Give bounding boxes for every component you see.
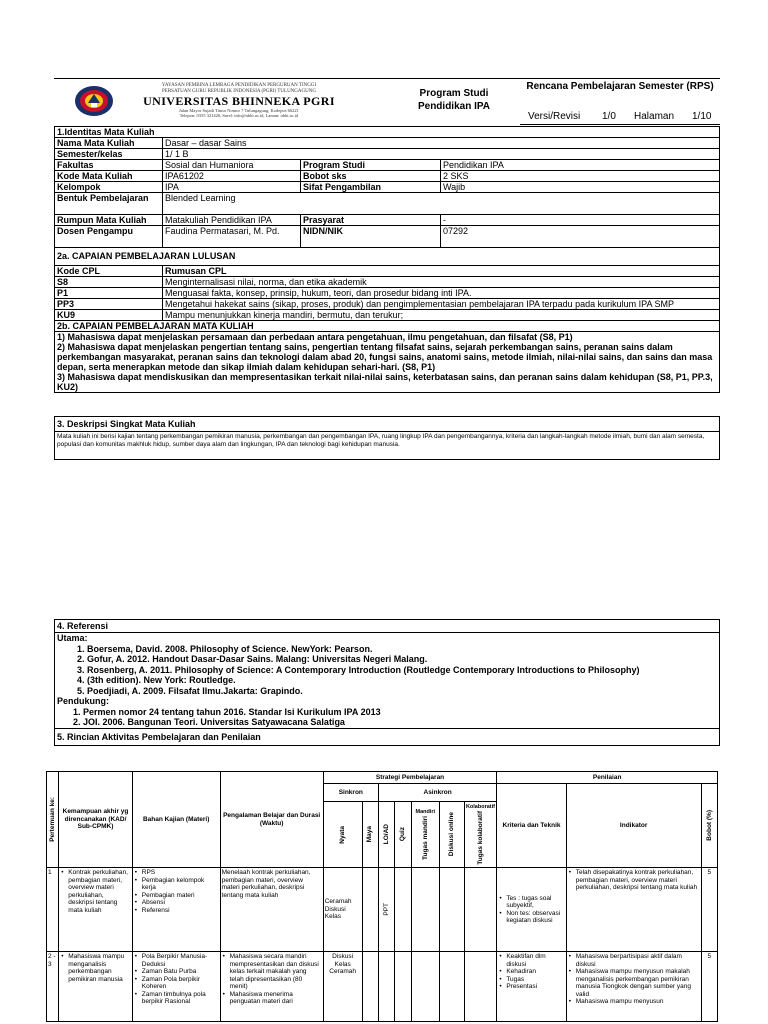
cell-nyata: Diskusi Kelas Ceramah [323,952,362,1022]
cpl-kode: KU9 [55,310,163,321]
aktivitas-table [46,771,718,1022]
utama-item: 2. Gofur, A. 2012. Handout Dasar-Dasar Sains. Malang: Universitas Negeri Malang. [87,654,717,665]
prodi-line-1: Program Studi [419,88,489,99]
col-mandiri-label: Mandiri [415,808,436,815]
utama-item: 5. Poedjiadi, A. 2009. Filsafat Ilmu.Jakarta: Grapindo. [87,686,717,697]
cell-diskusi-online [440,952,465,1022]
referensi-table [54,619,720,746]
list-item: • RPS [142,869,219,877]
list-item: • Pembagian materi [142,892,219,900]
row-value: Matakuliah Pendidikan IPA [163,215,301,226]
pendukung-label: Pendukung: [57,696,109,706]
referensi-body [55,633,720,729]
deskripsi-section [54,416,720,460]
university-logo-icon [74,85,114,117]
col-pertemuan [47,772,59,868]
address-line-1: Jalan Mayor Sujadi Timur Nomor 7 Tulungagung, Kodepos 66221 [179,108,299,113]
col-strategi: Strategi Pembelajaran [323,772,497,784]
col-tugas-kolaboratif-label: Tugas kolaboratif [476,811,484,866]
list-item: • Zaman timbulnya pola berpikir Rasional [142,991,219,1006]
university-name: UNIVERSITAS BHINNEKA PGRI [143,94,335,108]
cell-maya [362,952,378,1022]
col-penilaian: Penilaian [497,772,718,784]
table-row [47,868,718,952]
cpl-rumusan: Mengetahui hakekat sains (sikap, proses, produk) dan pengimplementasian pembelajaran IPA terpadu pada kurikulum IPA SMP [163,299,720,310]
list-item: • Non tes: observasi kegiatan diskusi [506,910,564,925]
cpl-rumusan: Menginternalisasi nilai, norma, dan etika akademik [163,277,720,288]
row-label: Kelompok [55,182,163,193]
list-item: • Mahasiswa menerima penguatan materi dari [230,991,322,1006]
cell-kriteria [497,952,566,1022]
table-row [47,952,718,1022]
cell-tugas-kolaboratif [464,868,497,952]
cpmk-heading: 2b. CAPAIAN PEMBELAJARAN MATA KULIAH [55,321,720,332]
list-item: • Zaman Pola berpikir Koheren [142,976,219,991]
col-load [378,802,394,868]
cell-pengalaman [220,952,323,1022]
list-item: • Kehadiran [506,968,564,976]
cell-nyata: Ceramah Diskusi Kelas [323,868,362,952]
row-value-2: 07292 [441,226,720,248]
rps-title: Rencana Pembelajaran Semester (RPS) [526,81,714,92]
cpl-rumusan: Mampu menunjukkan kinerja mandiri, bermutu, dan terukur; [163,310,720,321]
cell-load-label: PPT [382,903,390,916]
utama-item: 1. Boersema, David. 2008. Philosophy of Science. NewYork: Pearson. [87,644,717,655]
list-item: • Presentasi [506,983,564,991]
col-sinkron: Sinkron [323,784,378,802]
cell-bahan [132,868,220,952]
col-tugas-kolaboratif [464,802,497,868]
row-label: Rumpun Mata Kuliah [55,215,163,226]
row-label: Kode Mata Kuliah [55,171,163,182]
row-label: Dosen Pengampu [55,226,163,248]
cpl-col-kode: Kode CPL [55,266,163,277]
cell-quiz [395,868,411,952]
col-diskusi-online [440,802,465,868]
row-label: Bentuk Pembelajaran [55,193,163,215]
col-indikator: Indikator [566,784,701,868]
halaman-label: Halaman [634,111,675,122]
cpmk-item: 1) Mahasiswa dapat menjelaskan persamaan dan perbedaan antara pengetahuan, ilmu pengetahuan, dan filsafat (S8, P1) [57,332,573,342]
utama-item: 4. (3th edition). New York: Routledge. [87,675,717,686]
cell-tugas-kolaboratif [464,952,497,1022]
col-kemampuan: Kemampuan akhir yg direncanakan (KAD/ Sub-CPMK) [59,772,133,868]
cpmk-item: 2) Mahasiswa dapat menjelaskan pengertian tentang sains, pengertian tentang filsafat sains, sejarah perkembangan sains, peranan sains dalam perkembangan masyarakat, peranan sains dan teknologi dalam abad 20, fungsi sains, anatomi sains, metode ilmiah, nilai-nilai sains, dan sains dan masa depan, serta menerapkan metode dan sikap ilmiah dalam kehidupan sehari-hari. (S8, P1) [57,342,713,372]
cell-pertemuan: 2 - 3 [47,952,59,1022]
row-value: Faudina Permatasari, M. Pd. [163,226,301,248]
row-label: Semester/kelas [55,149,163,160]
row-value-2: 2 SKS [441,171,720,182]
row-value: 1/ 1 B [163,149,720,160]
col-pengalaman: Pengalaman Belajar dan Durasi (Waktu) [220,772,323,868]
col-maya [362,802,378,868]
row-value-2: - [441,215,720,226]
row-label-2: Prasyarat [301,215,441,226]
list-item: • Keaktifan dlm diskusi [506,953,564,968]
cpmk-item: 3) Mahasiswa dapat mendiskusikan dan mempresentasikan terkait nilai-nilai sains, keterbatasan sains, dan peranan sains dalam kehidupan (S8, P1, PP.3, KU2) [57,372,713,392]
list-item: • Tugas [506,976,564,984]
list-item: • Mahasiswa mampu menganalisis perkembangan pemikiran manusia [68,953,131,983]
cell-kemampuan [59,868,133,952]
cpl-col-rumusan: Rumusan CPL [163,266,720,277]
list-item: • Mahasiswa mampu menyusun makalah menganalisis perkembangan pemikiran manusia Tiongkok dengan sumber yang valid [576,968,700,998]
cell-tugas-mandiri [411,868,440,952]
aktivitas-section [46,771,718,1022]
list-item: • Tes : tugas soal subyektif, [506,895,564,910]
version-row [520,111,720,125]
list-item: • Telah disepakatinya kontrak perkuliahan, pembagian materi, overview materi perkuliahan, deskripsi tentang mata kuliah [576,869,700,892]
col-kolaboratif-label: Kolaboratif [465,803,495,810]
cell-indikator [566,952,701,1022]
row-value: Blended Learning [163,193,720,215]
cell-maya [362,868,378,952]
prodi-title [394,87,514,113]
list-item: • Mahasiswa secara mandiri mempresentasikan dan diskusi kelas terkait makalah yang telah dipresentasikan (80 menit) [230,953,322,991]
row-value: IPA61202 [163,171,301,182]
row-label-2: NIDN/NIK [301,226,441,248]
col-bobot-label: Bobot (%) [705,810,713,841]
col-load-label: LO/AD [382,824,390,845]
col-tugas-mandiri-label: Tugas mandiri [421,816,429,861]
row-value: IPA [163,182,301,193]
utama-item: 3. Rosenberg, A. 2011. Philosophy of Science: A Contemporary Introduction (Routledge Contemporary Introductions to Philosophy) [87,665,717,676]
col-tugas-mandiri [411,802,440,868]
versi-value: 1/0 [602,111,616,122]
cell-load [378,868,394,952]
row-label: Nama Mata Kuliah [55,138,163,149]
list-item: • Kontrak perkuliahan, pembagian materi, overview materi perkuliahan, deskripsi tentang mata kuliah [68,869,131,914]
cell-pengalaman: Menelaah kontrak perkuliahan, pembagian materi, overview materi perkuliahan, deskripsi tentang mata kuliah [220,868,323,952]
cpl-kode: PP3 [55,299,163,310]
deskripsi-text: Mata kuliah ini berisi kajian tentang perkembangan pemikiran manusia, perkembangan dan pengembangan IPA, ruang lingkup IPA dan pengembangannya, kriteria dan langkah-langkah metode ilmiah, bumi dan alam semesta, populasi dan komunitas makhluk hidup, sumber daya alam dan lingkungan, IPA dan teknologi bagi kehidupan manusia. [55,432,720,460]
identitas-heading: 1.Identitas Mata Kuliah [55,127,720,138]
row-value-2: Wajib [441,182,720,193]
cell-diskusi-online [440,868,465,952]
list-item: • Absensi [142,899,219,907]
pendukung-item: 2. JOI. 2006. Bangunan Teori. Universitas Satyawacana Salatiga [83,717,717,728]
row-label-2: Bobot sks [301,171,441,182]
cpl-kode: P1 [55,288,163,299]
row-label: Fakultas [55,160,163,171]
cell-kemampuan [59,952,133,1022]
col-diskusi-online-label: Diskusi online [448,812,456,857]
row-label-2: Program Studi [301,160,441,171]
cell-quiz [395,952,411,1022]
cell-bobot: 5 [701,952,717,1022]
identitas-table [54,126,720,393]
col-bobot [701,784,717,868]
list-item: • Mahasiswa mampu menyusun [576,998,700,1006]
cell-indikator [566,868,701,952]
col-quiz [395,802,411,868]
row-value-2: Pendidikan IPA [441,160,720,171]
versi-label: Versi/Revisi [528,111,581,122]
col-nyata [323,802,362,868]
org-block [124,83,354,118]
deskripsi-table [54,416,720,460]
prodi-line-2: Pendidikan IPA [417,101,491,112]
col-kriteria: Kriteria dan Teknik [497,784,566,868]
list-item: • Mahasiswa berpartisipasi aktif dalam diskusi [576,953,700,968]
cpl-heading: 2a. CAPAIAN PEMBELAJARAN LULUSAN [55,248,720,266]
pendukung-list [57,707,717,728]
cell-load [378,952,394,1022]
cell-bahan [132,952,220,1022]
col-pertemuan-label: Pertemuan ke: [48,797,56,842]
list-item: • Zaman Batu Purba [142,968,219,976]
cpl-rumusan: Menguasai fakta, konsep, prinsip, hukum, teori, dan prosedur bidang inti IPA. [163,288,720,299]
org-line-2: PERSATUAN GURU REPUBLIK INDONESIA (PGRI) TULUNGAGUNG [162,89,316,94]
address-line-2: Telepon: 0355 321426, Surel: info@ubhi.ac.id, Laman: ubhi.ac.id [179,113,299,118]
referensi-heading: 4. Referensi [55,620,720,633]
row-label-2: Sifat Pengambilan [301,182,441,193]
utama-label: Utama: [57,633,88,643]
cell-pertemuan: 1 [47,868,59,952]
halaman-value: 1/10 [692,111,712,122]
col-asinkron: Asinkron [378,784,496,802]
cpmk-list [55,332,720,393]
referensi-section [54,619,720,746]
col-quiz-label: Quiz [399,827,407,842]
col-maya-label: Maya [366,826,374,843]
list-item: • Referensi [142,907,219,915]
col-bahan: Bahan Kajian (Materi) [132,772,220,868]
list-item: • Pola Berpikir Manusia- Deduksi [142,953,219,968]
cpl-kode: S8 [55,277,163,288]
cell-bobot: 5 [701,868,717,952]
col-nyata-label: Nyata [338,825,346,844]
utama-list [57,644,717,697]
identitas-section [54,126,720,393]
rincian-heading: 5. Rincian Aktivitas Pembelajaran dan Penilaian [55,728,720,745]
document-header [54,78,720,126]
list-item: • Pembagian kelompok kerja [142,877,219,892]
row-value: Sosial dan Humaniora [163,160,301,171]
row-value: Dasar – dasar Sains [163,138,720,149]
org-line-1: YAYASAN PEMBINA LEMBAGA PENDIDIKAN PERGURUAN TINGGI [161,83,317,88]
cell-kriteria [497,868,566,952]
cell-tugas-mandiri [411,952,440,1022]
deskripsi-heading: 3. Deskripsi Singkat Mata Kuliah [55,417,720,432]
pendukung-item: 1. Permen nomor 24 tentang tahun 2016. Standar Isi Kurikulum IPA 2013 [83,707,717,718]
